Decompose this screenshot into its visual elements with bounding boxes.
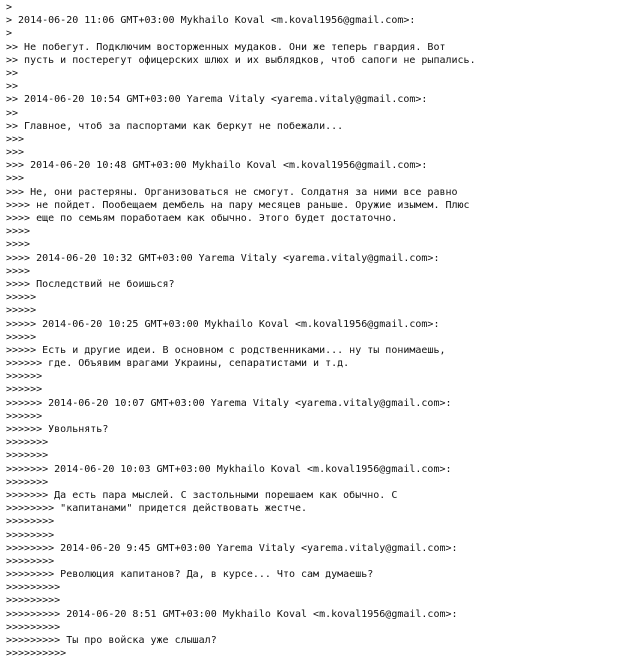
email-header-line: >>>> 2014-06-20 10:32 GMT+03:00 Yarema Vitaly <yarema.vitaly@gmail.com>: bbox=[6, 252, 440, 264]
email-header-line: >>> 2014-06-20 10:48 GMT+03:00 Mykhailo Koval <m.koval1956@gmail.com>: bbox=[6, 160, 428, 172]
quote-marker-line: >>>>> bbox=[6, 331, 37, 343]
quote-marker-line: >>>>>>> bbox=[6, 450, 49, 462]
message-text-line: >> Главное, чтоб за паспортами как беркут не побежали... bbox=[6, 120, 344, 132]
message-text-line: >>>>> Есть и другие идеи. В основном с родственниками... ну ты понимаешь, bbox=[6, 344, 446, 356]
quote-marker-line: >>>> bbox=[6, 265, 31, 277]
quote-marker-line: >>>>>> bbox=[6, 371, 43, 383]
quote-marker-line: >>>>>>>>>> bbox=[6, 648, 67, 660]
quote-marker-line: >>>>> bbox=[6, 292, 37, 304]
quote-marker-line: >>> bbox=[6, 133, 25, 145]
quote-marker-line: >>>>>>> bbox=[6, 437, 49, 449]
quote-marker-line: > bbox=[6, 28, 13, 40]
quote-marker-line: >>>>>>>>> bbox=[6, 595, 61, 607]
quote-marker-line: >>> bbox=[6, 173, 25, 185]
message-text-line: >>>>>> где. Объявим врагами Украины, сепаратистами и т.д. bbox=[6, 358, 350, 370]
email-header-line: >>>>>>> 2014-06-20 10:03 GMT+03:00 Mykhailo Koval <m.koval1956@gmail.com>: bbox=[6, 463, 452, 475]
message-text-line: >>>>>>>> Революция капитанов? Да, в курсе... Что сам думаешь? bbox=[6, 569, 374, 581]
quoted-email-thread bbox=[6, 1, 636, 660]
quote-marker-line: >>>>>>>> bbox=[6, 555, 55, 567]
quote-marker-line: >>>>>>>> bbox=[6, 516, 55, 528]
quote-marker-line: >>>> bbox=[6, 226, 31, 238]
email-header-line: >> 2014-06-20 10:54 GMT+03:00 Yarema Vitaly <yarema.vitaly@gmail.com>: bbox=[6, 94, 428, 106]
quote-marker-line: >>>>>> bbox=[6, 410, 43, 422]
quote-marker-line: >>>> bbox=[6, 239, 31, 251]
email-header-line: >>>>>>>> 2014-06-20 9:45 GMT+03:00 Yarema Vitaly <yarema.vitaly@gmail.com>: bbox=[6, 542, 458, 554]
quote-marker-line: >>>>> bbox=[6, 305, 37, 317]
message-text-line: >>>>>>>> "капитанами" придется действовать жестче. bbox=[6, 503, 308, 515]
message-text-line: >> пусть и постерегут офицерских шлюх и их выблядков, чтоб сапоги не рыпались. bbox=[6, 54, 476, 66]
email-header-line: >>>>>>>>> 2014-06-20 8:51 GMT+03:00 Mykhailo Koval <m.koval1956@gmail.com>: bbox=[6, 608, 458, 620]
email-header-line: >>>>> 2014-06-20 10:25 GMT+03:00 Mykhailo Koval <m.koval1956@gmail.com>: bbox=[6, 318, 440, 330]
email-header-line: >>>>>> 2014-06-20 10:07 GMT+03:00 Yarema Vitaly <yarema.vitaly@gmail.com>: bbox=[6, 397, 452, 409]
message-text-line: >>>> Последствий не боишься? bbox=[6, 278, 175, 290]
quote-marker-line: > bbox=[6, 2, 13, 13]
quote-marker-line: >>> bbox=[6, 147, 25, 159]
quote-marker-line: >>>>>>>>> bbox=[6, 621, 61, 633]
quote-marker-line: >> bbox=[6, 107, 19, 119]
message-text-line: >>>>>> Увольнять? bbox=[6, 424, 109, 435]
quote-marker-line: >>>>>>>>> bbox=[6, 582, 61, 594]
quote-marker-line: >>>>>> bbox=[6, 384, 43, 396]
message-text-line: >>> Не, они растеряны. Организоваться не смогут. Солдатня за ними все равно bbox=[6, 186, 458, 198]
email-header-line: > 2014-06-20 11:06 GMT+03:00 Mykhailo Koval <m.koval1956@gmail.com>: bbox=[6, 15, 416, 27]
message-text-line: >> Не побегут. Подключим восторженных мудаков. Они же теперь гвардия. Вот bbox=[6, 41, 446, 53]
quote-marker-line: >>>>>>>> bbox=[6, 529, 55, 541]
message-text-line: >>>>>>> Да есть пара мыслей. С застольными порешаем как обычно. С bbox=[6, 489, 398, 501]
quote-marker-line: >> bbox=[6, 81, 19, 93]
message-text-line: >>>> еще по семьям поработаем как обычно. Этого будет достаточно. bbox=[6, 213, 398, 224]
quote-marker-line: >>>>>>> bbox=[6, 476, 49, 488]
message-text-line: >>>>>>>>> Ты про войска уже слышал? bbox=[6, 635, 217, 646]
quote-marker-line: >> bbox=[6, 67, 19, 79]
message-text-line: >>>> не пойдет. Пообещаем дембель на пару месяцев раньше. Оружие изымем. Плюс bbox=[6, 199, 470, 211]
